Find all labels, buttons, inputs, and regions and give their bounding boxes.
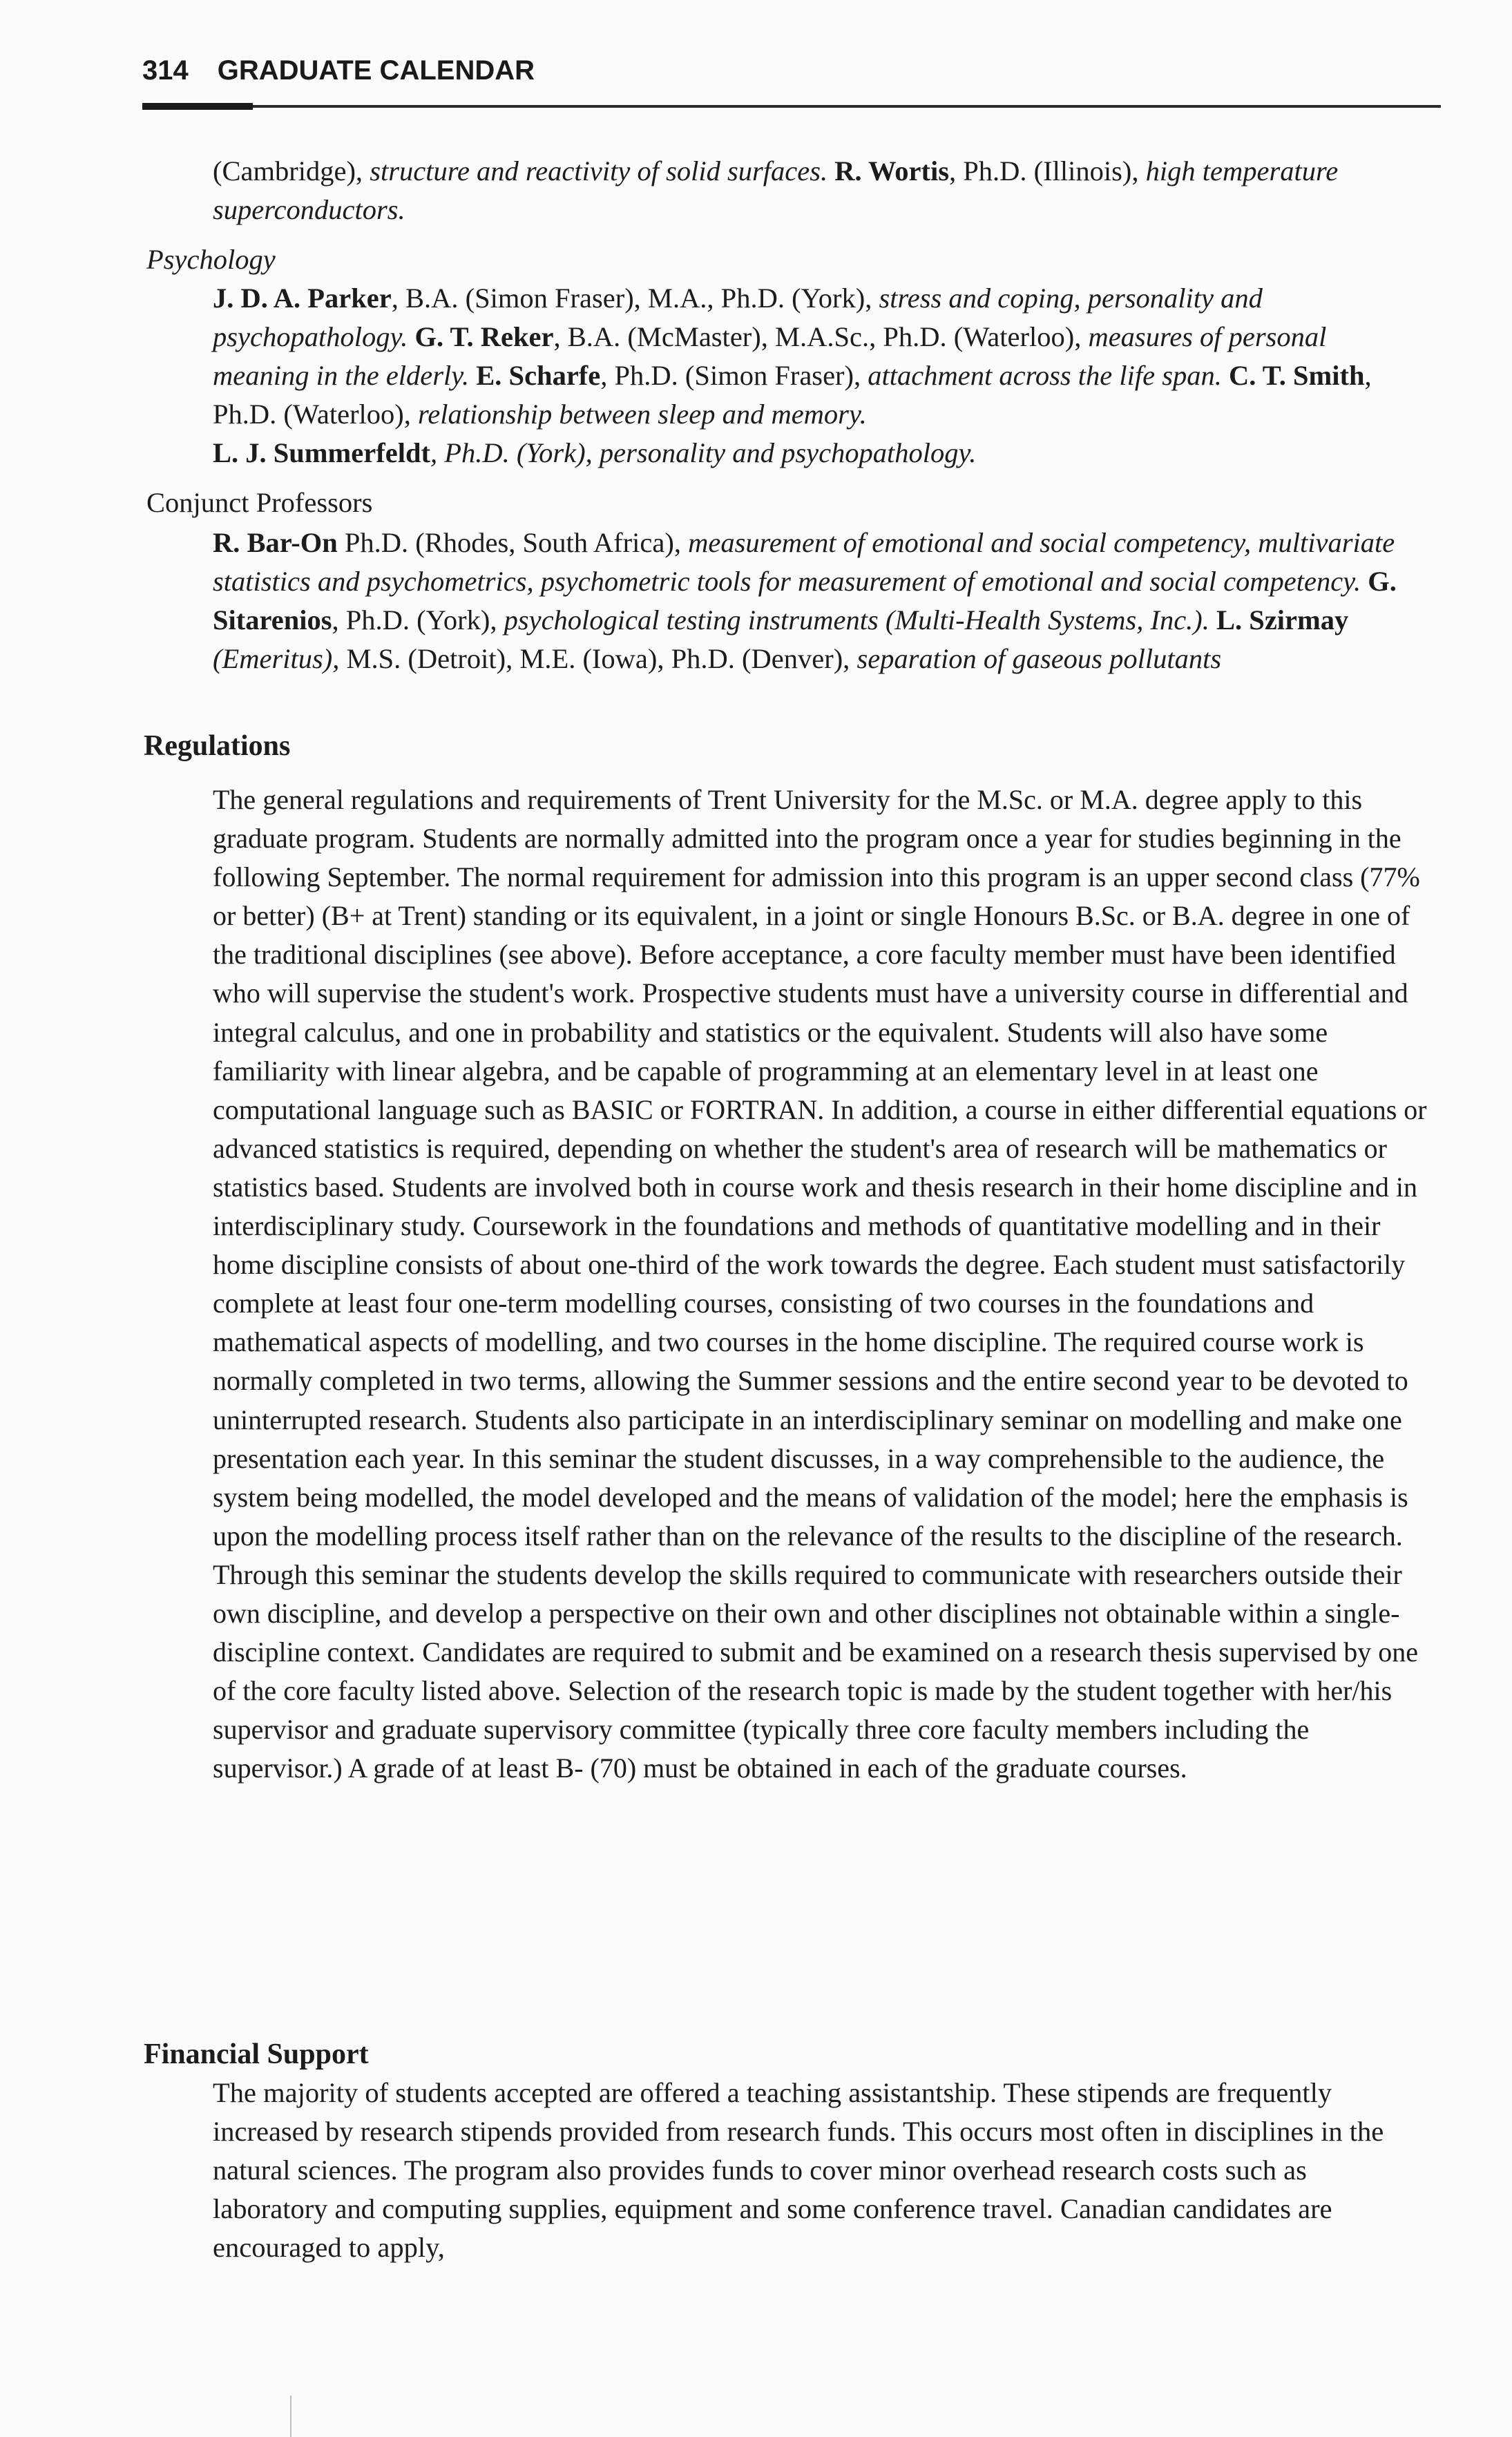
faculty-name: L. J. Summerfeldt xyxy=(213,437,430,468)
faculty-name: R. Wortis xyxy=(834,155,949,187)
faculty-credentials: , Ph.D. (Simon Fraser), xyxy=(600,360,868,391)
conjunct-faculty-list xyxy=(213,524,1425,678)
emeritus-note: (Emeritus), xyxy=(213,643,340,674)
research-area: psychological testing instruments (Multi-Health Systems, Inc.). xyxy=(504,604,1209,635)
psychology-heading: Psychology xyxy=(146,244,276,275)
faculty-name: G. T. Reker xyxy=(414,321,554,352)
faculty-credentials: Ph.D. (Rhodes, South Africa), xyxy=(337,527,689,558)
faculty-name: C. T. Smith xyxy=(1228,360,1365,391)
header-rule-accent xyxy=(142,103,253,110)
faculty-credentials: , B.A. (Simon Fraser), M.A., Ph.D. (York), xyxy=(391,283,879,314)
scan-artifact-mark xyxy=(290,2396,291,2437)
faculty-credentials: , Ph.D. (Waterloo), xyxy=(213,360,1372,430)
regulations-text: The general regulations and requirements of Trent University for the M.Sc. or M.A. degree apply to this graduate program. Students are normally admitted into the program once a year for studies beginning in the following September. The normal requirement for admission into this program is an upper second class (77% or better) (B+ at Trent) standing or its equivalent, in a joint or single Honours B.Sc. or B.A. degree in one of the traditional disciplines (see above). Before acceptance, a core faculty member must have been identified who will supervise the student's work. Prospective students must have a university course in differential and integral calculus, and one in probability and statistics or the equivalent. Students will also have some familiarity with linear algebra, and be capable of programming at an elementary level in at least one computational language such as BASIC or FORTRAN. In addition, a course in either differential equations or advanced statistics is required, depending on whether the student's area of research will be mathematics or statistics based. Students are involved both in course work and thesis research in their home discipline and in interdisciplinary study. Coursework in the foundations and methods of quantitative modelling and in their home discipline consists of about one-third of the work towards the degree. Each student must satisfactorily complete at least four one-term modelling courses, consisting of two courses in the foundations and mathematical aspects of modelling, and two courses in the home discipline. The required course work is normally completed in two terms, allowing the Summer sessions and the entire second year to be devoted to uninterrupted research. Students also participate in an interdisciplinary seminar on modelling and make one presentation each year. In this seminar the student discusses, in a way comprehensible to the audience, the system being modelled, the model developed and the means of validation of the model; here the emphasis is upon the modelling process itself rather than on the relevance of the results to the discipline of the research. Through this seminar the students develop the skills required to communicate with researchers outside their own discipline, and develop a perspective on their own and other disciplines not obtainable within a single-discipline context. Candidates are required to submit and be examined on a research thesis supervised by one of the core faculty listed above. Selection of the research topic is made by the student together with her/his supervisor and graduate supervisory committee (typically three core faculty members including the supervisor.) A grade of at least B- (70) must be obtained in each of the graduate courses. xyxy=(213,784,1427,1784)
research-area: structure and reactivity of solid surfaces. xyxy=(370,155,828,187)
header-rule xyxy=(142,105,1441,108)
continuation-entry xyxy=(213,152,1425,229)
faculty-credentials: , Ph.D. (Illinois), xyxy=(949,155,1146,187)
faculty-credentials: , Ph.D. (York), xyxy=(332,604,504,635)
faculty-name: G. Sitarenios xyxy=(213,566,1397,635)
faculty-name: J. D. A. Parker xyxy=(213,283,392,314)
entry-text: (Cambridge), xyxy=(213,155,370,187)
page-number: 314 xyxy=(142,55,189,86)
research-area: attachment across the life span. xyxy=(868,360,1222,391)
running-title: GRADUATE CALENDAR xyxy=(217,55,535,86)
research-area: high temperature superconductors. xyxy=(213,155,1339,225)
regulations-heading: Regulations xyxy=(144,730,291,762)
research-area: relationship between sleep and memory. xyxy=(418,399,867,430)
research-area: , Ph.D. (York), personality and psychopathology. xyxy=(430,437,977,468)
spacer-text xyxy=(827,155,834,187)
psychology-faculty-list xyxy=(213,279,1425,472)
financial-support-heading: Financial Support xyxy=(144,2038,369,2070)
research-area: stress and coping, personality and psychopathology. xyxy=(213,283,1263,352)
financial-support-text: The majority of students accepted are offered a teaching assistantship. These stipends are frequently increased by research stipends provided from research funds. This occurs most often in disciplines in the natural sciences. The program also provides funds to cover minor overhead research costs such as laboratory and computing supplies, equipment and some conference travel. Canadian candidates are encouraged to apply, xyxy=(213,2077,1384,2263)
faculty-credentials: , B.A. (McMaster), M.A.Sc., Ph.D. (Waterloo), xyxy=(553,321,1089,352)
faculty-credentials: M.S. (Detroit), M.E. (Iowa), Ph.D. (Denver), xyxy=(339,643,857,674)
faculty-name: E. Scharfe xyxy=(476,360,601,391)
research-area: measures of personal meaning in the elderly. xyxy=(213,321,1327,391)
research-area: measurement of emotional and social competency, multivariate statistics and psychometrics, psychometric tools for measurement of emotional and social competency. xyxy=(213,527,1395,597)
research-area: separation of gaseous pollutants xyxy=(857,643,1222,674)
faculty-name: R. Bar-On xyxy=(213,527,338,558)
faculty-name: L. Szirmay xyxy=(1216,604,1349,635)
running-head xyxy=(142,55,535,86)
conjunct-professors-heading: Conjunct Professors xyxy=(146,487,373,518)
